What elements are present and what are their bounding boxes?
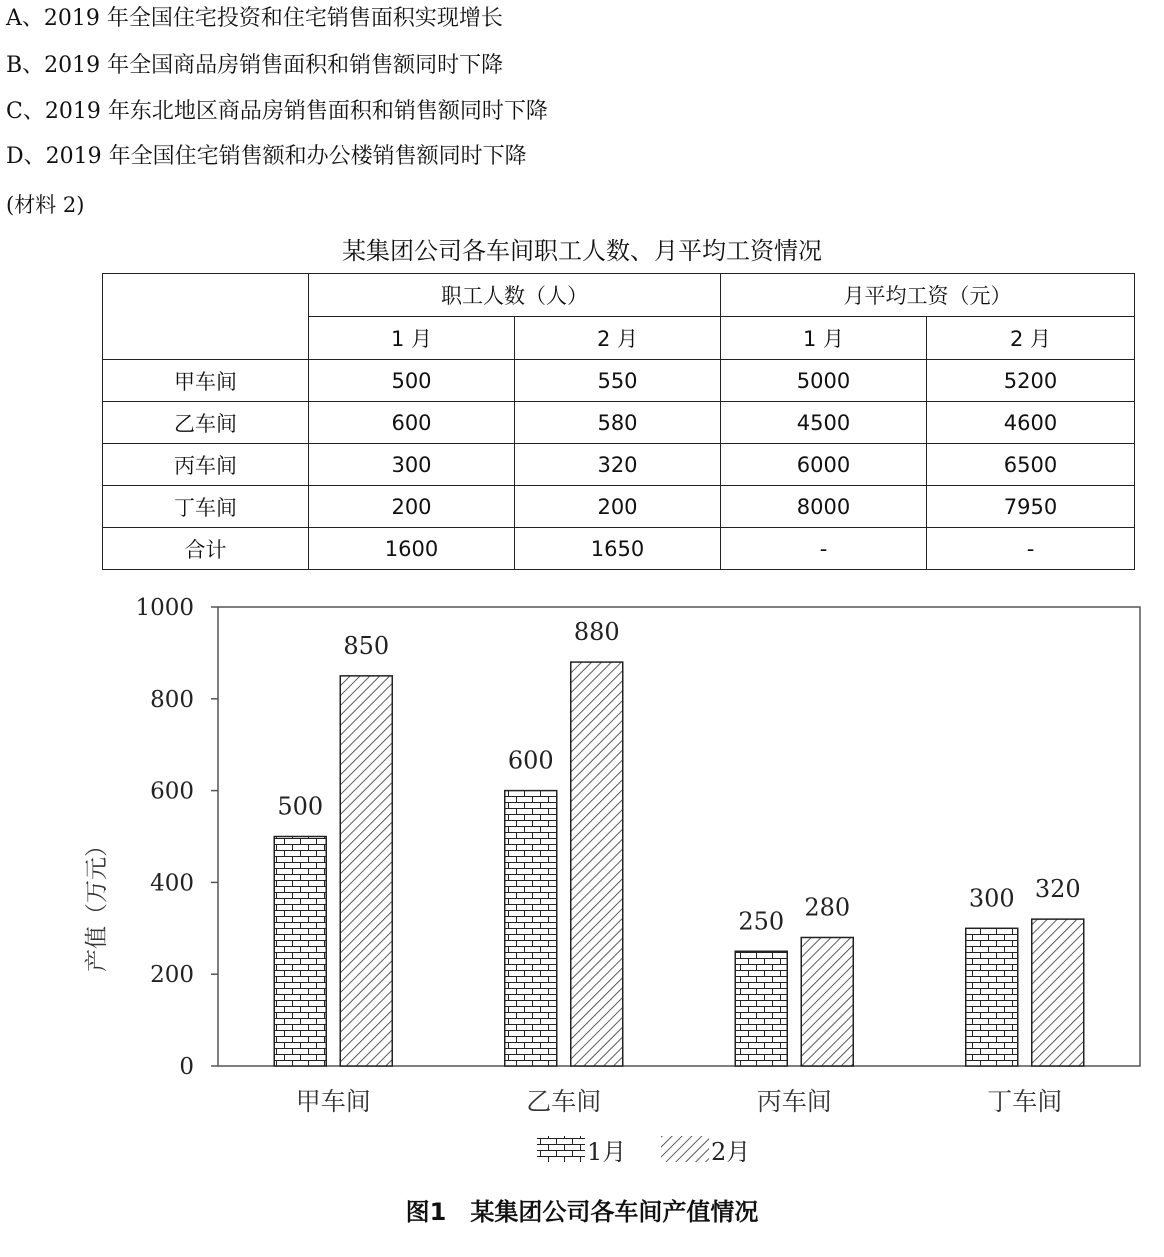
table-title: 某集团公司各车间职工人数、月平均工资情况 [342, 237, 822, 265]
bar-data-label: 850 [343, 631, 390, 660]
bar-data-label: 500 [277, 792, 324, 821]
y-tick-label: 200 [150, 962, 194, 989]
row-label: 乙车间 [103, 402, 309, 444]
plot-area [135, 595, 1140, 1116]
table-row [103, 360, 1135, 402]
table-cell: - [721, 528, 927, 570]
bar-data-label: 280 [804, 893, 851, 922]
table-cell: 320 [515, 444, 721, 486]
x-category-label: 甲车间 [295, 1087, 371, 1116]
option-c: C、2019 年东北地区商品房销售面积和销售额同时下降 [6, 99, 548, 124]
table-cell: 550 [515, 360, 721, 402]
subheader-cell: 2 月 [515, 317, 721, 360]
output-value-chart [0, 580, 1164, 1190]
subheader-cell: 1 月 [309, 317, 515, 360]
table-corner-cell [103, 274, 309, 360]
x-category-label: 丙车间 [756, 1087, 832, 1116]
table-cell: 6000 [721, 444, 927, 486]
y-tick-label: 400 [150, 870, 194, 897]
subheader-cell: 2 月 [927, 317, 1135, 360]
table-row [103, 444, 1135, 486]
header-avg-wage: 月平均工资（元） [721, 274, 1135, 317]
option-b: B、2019 年全国商品房销售面积和销售额同时下降 [6, 53, 504, 78]
table-cell: 600 [309, 402, 515, 444]
y-tick-label: 600 [150, 778, 194, 805]
table-cell: 6500 [927, 444, 1135, 486]
bar-feb [340, 676, 392, 1066]
bar-data-label: 600 [507, 746, 554, 775]
legend-swatch-feb [661, 1136, 709, 1162]
bar-data-label: 320 [1034, 875, 1081, 904]
subheader-cell: 1 月 [721, 317, 927, 360]
bar-jan [735, 951, 787, 1066]
chart-legend [537, 1136, 750, 1166]
table-cell: 300 [309, 444, 515, 486]
x-category-label: 丁车间 [987, 1087, 1063, 1116]
legend-label-feb: 2月 [711, 1138, 751, 1166]
option-d: D、2019 年全国住宅销售额和办公楼销售额同时下降 [6, 144, 527, 169]
table-cell: 200 [515, 486, 721, 528]
figure-caption: 图1 某集团公司各车间产值情况 [405, 1198, 759, 1226]
bar-jan [966, 928, 1018, 1066]
bar-data-label: 880 [573, 618, 620, 647]
material-label: (材料 2) [6, 193, 85, 217]
y-tick-label: 800 [150, 686, 194, 713]
table-header-row [103, 274, 1135, 317]
table-cell: 1600 [309, 528, 515, 570]
bar-feb [801, 937, 853, 1066]
bar-data-label: 300 [968, 884, 1015, 913]
table-cell: - [927, 528, 1135, 570]
option-a: A、2019 年全国住宅投资和住宅销售面积实现增长 [6, 6, 503, 31]
table-cell: 200 [309, 486, 515, 528]
table-cell: 4600 [927, 402, 1135, 444]
bar-jan [505, 791, 557, 1066]
bar-data-label: 250 [738, 907, 785, 936]
row-label: 丁车间 [103, 486, 309, 528]
y-tick-label: 0 [179, 1054, 194, 1080]
x-category-label: 乙车间 [526, 1087, 602, 1116]
row-label: 丙车间 [103, 444, 309, 486]
bar-feb [571, 662, 623, 1066]
bar-jan [274, 837, 326, 1067]
table-cell: 580 [515, 402, 721, 444]
header-headcount: 职工人数（人） [309, 274, 721, 317]
row-label: 甲车间 [103, 360, 309, 402]
table-cell: 5000 [721, 360, 927, 402]
table-row [103, 486, 1135, 528]
workforce-table [102, 273, 1135, 570]
legend-label-jan: 1月 [587, 1138, 627, 1166]
table-cell: 7950 [927, 486, 1135, 528]
y-tick-label: 1000 [135, 595, 194, 621]
legend-swatch-jan [537, 1136, 585, 1162]
table-row-total [103, 528, 1135, 570]
table-cell: 8000 [721, 486, 927, 528]
table-cell: 5200 [927, 360, 1135, 402]
table-cell: 1650 [515, 528, 721, 570]
table-cell: 500 [309, 360, 515, 402]
table-row [103, 402, 1135, 444]
y-axis-label: 产值（万元） [84, 834, 110, 972]
bar-feb [1032, 919, 1084, 1066]
row-label: 合计 [103, 528, 309, 570]
table-cell: 4500 [721, 402, 927, 444]
